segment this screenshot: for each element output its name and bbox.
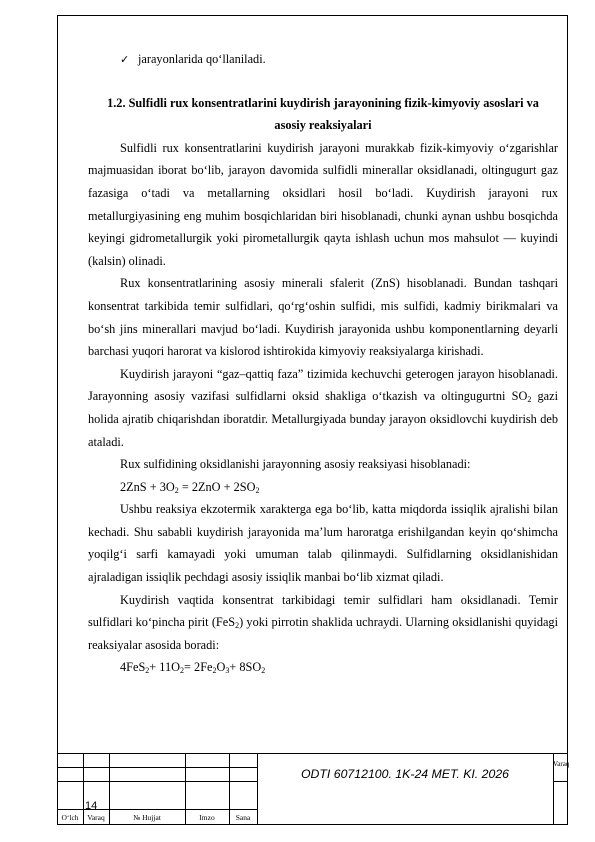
paragraph-1: Sulfidli rux konsentratlarini kuydirish jarayoni murakkab fizik-kimyoviy o‘zgarishlar majmuasidan iborat bo‘lib, jarayon davomida sulfidli minerallar oksidlanadi, oltingugurt gaz fazasiga o‘tadi va metallarning oksidlari hosil bo‘ladi. Kuydirish jarayoni rux metallurgiyasining eng muhim bosqichlaridan biri hisoblanadi, chunki aynan ushbu bosqichda keyingi gidrometallurgik yoki pirometallurgik qayta ishlash uchun mos mahsulot — kuyindi (kalsin) olinadi. xyxy=(88,140,558,268)
section-heading: 1.2. Sulfidli rux konsentratlarini kuydirish jarayonining fizik-kimyoviy asoslari va asosiy reaksiyalari xyxy=(107,95,539,133)
label-document-number: № Hujjat xyxy=(133,813,161,822)
sheet-label: Varaq xyxy=(553,760,570,768)
paragraph-2: Rux konsentratlarining asosiy minerali sfalerit (ZnS) hisoblanadi. Bundan tashqari konsentrat tarkibida temir sulfidlari, qo‘rg‘oshin sulfidi, mis sulfidi, kadmiy birikmalari va bo‘sh jins minerallari mavjud bo‘ladi. Kuydirish jarayonida ushbu komponentlarning deyarli barchasi yuqori harorat va kislorod ishtirokida kimyoviy reaksiyalarga kirishadi. xyxy=(88,276,558,359)
label-varaq: Varaq xyxy=(87,813,105,822)
label-signature: Imzo xyxy=(199,813,215,822)
paragraph-6: Kuydirish vaqtida konsentrat tarkibidagi temir sulfidlari ham oksidlanadi. Temir sulfidlari ko‘pincha pirit (FeS$_2$) yoki pirrotin shaklida uchraydi. Ularning oksidlanishi quyidagi reaksiyalar asosida boradi: xyxy=(88,592,558,652)
bullet-item xyxy=(88,48,558,72)
bullet-text: jarayonlarida qo‘llaniladi. xyxy=(138,52,266,66)
label-date: Sana xyxy=(235,813,251,822)
label-olch: O‘lch xyxy=(61,813,79,822)
paragraph-5: Ushbu reaksiya ekzotermik xarakterga ega bo‘lib, katta miqdorda issiqlik ajralishi bilan kechadi. Shu sababli kuydirish jarayonida ma’lum haroratga erishilgandan keyin qo‘shimcha yoqilg‘i sarfi kamayadi yoki umuman talab qilinmaydi. Sulfidlarning oksidlanishidan ajraladigan issiqlik pechdagi asosiy issiqlik manbai bo‘lib xizmat qiladi. xyxy=(88,502,558,585)
document-code: ODTI 60712100. 1K-24 MET. KI. 2026 xyxy=(300,767,510,781)
document-body xyxy=(88,48,558,679)
title-block-row-line xyxy=(553,781,568,782)
check-icon: ✓ xyxy=(120,54,130,66)
page-number: 14 xyxy=(85,800,98,812)
equation-fes2: $4FeS_2+ 11O_2= 2Fe_2O_3+ 8SO_2$ xyxy=(120,660,266,676)
title-block-row-line xyxy=(57,767,257,768)
title-block-top-border xyxy=(57,753,568,754)
equation-zns: $2ZnS + 3O_2 = 2ZnO + 2SO_2$ xyxy=(120,479,260,495)
title-block-row-line xyxy=(57,781,257,782)
paragraph-3: Kuydirish jarayoni “gaz–qattiq faza” tizimida kechuvchi geterogen jarayon hisoblanadi. Jarayonning asosiy vazifasi sulfidlarni oksid shakliga o‘tkazish va oltingugurtni $SO_2$ gazi holida ajratib chiqarishdan iboratdir. Metallurgiyada bunday jarayon oksidlovchi kuydirish deb ataladi. xyxy=(88,366,558,449)
paragraph-4: Rux sulfidining oksidlanishi jarayonning asosiy reaksiyasi hisoblanadi: xyxy=(120,457,471,472)
title-block xyxy=(57,753,568,825)
title-block-col-line xyxy=(257,753,258,825)
